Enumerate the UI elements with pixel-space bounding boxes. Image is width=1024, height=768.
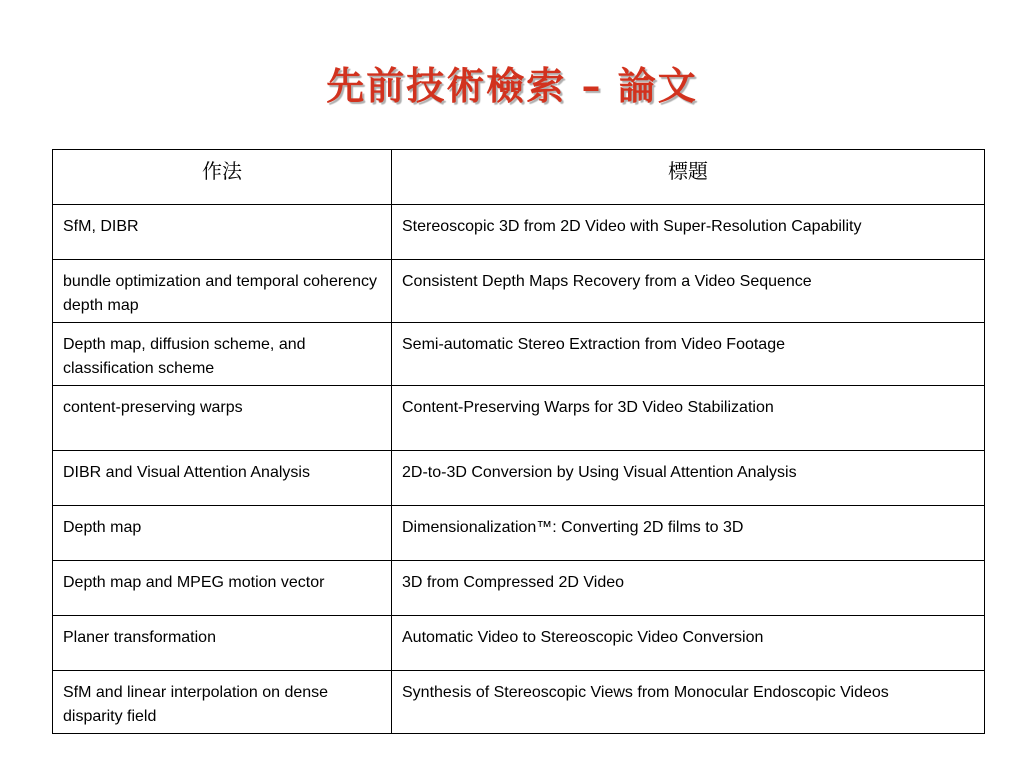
table-row bbox=[53, 386, 985, 451]
slide-title: 先前技術檢索 – 論文 bbox=[326, 63, 698, 108]
table-row bbox=[53, 451, 985, 506]
title-cell: Synthesis of Stereoscopic Views from Monocular Endoscopic Videos bbox=[392, 671, 985, 734]
method-cell: SfM and linear interpolation on dense disparity field bbox=[53, 671, 392, 734]
table-row bbox=[53, 506, 985, 561]
column-header-title: 標題 bbox=[392, 150, 985, 205]
method-cell: DIBR and Visual Attention Analysis bbox=[53, 451, 392, 506]
table-row bbox=[53, 616, 985, 671]
title-cell: Stereoscopic 3D from 2D Video with Super-Resolution Capability bbox=[392, 205, 985, 260]
title-cell: Content-Preserving Warps for 3D Video Stabilization bbox=[392, 386, 985, 451]
table-row bbox=[53, 671, 985, 734]
table-row bbox=[53, 260, 985, 323]
method-cell: Depth map, diffusion scheme, and classification scheme bbox=[53, 323, 392, 386]
method-cell: content-preserving warps bbox=[53, 386, 392, 451]
column-header-method: 作法 bbox=[53, 150, 392, 205]
method-cell: Depth map and MPEG motion vector bbox=[53, 561, 392, 616]
table-row bbox=[53, 561, 985, 616]
title-cell: 2D-to-3D Conversion by Using Visual Attention Analysis bbox=[392, 451, 985, 506]
table-row bbox=[53, 323, 985, 386]
prior-art-table bbox=[52, 149, 985, 734]
method-cell: Planer transformation bbox=[53, 616, 392, 671]
method-cell: Depth map bbox=[53, 506, 392, 561]
title-cell: Dimensionalization™: Converting 2D films to 3D bbox=[392, 506, 985, 561]
table-header-row bbox=[53, 150, 985, 205]
title-cell: Semi-automatic Stereo Extraction from Video Footage bbox=[392, 323, 985, 386]
title-cell: Automatic Video to Stereoscopic Video Conversion bbox=[392, 616, 985, 671]
title-cell: 3D from Compressed 2D Video bbox=[392, 561, 985, 616]
method-cell: bundle optimization and temporal coherency depth map bbox=[53, 260, 392, 323]
table-row bbox=[53, 205, 985, 260]
method-cell: SfM, DIBR bbox=[53, 205, 392, 260]
title-cell: Consistent Depth Maps Recovery from a Video Sequence bbox=[392, 260, 985, 323]
